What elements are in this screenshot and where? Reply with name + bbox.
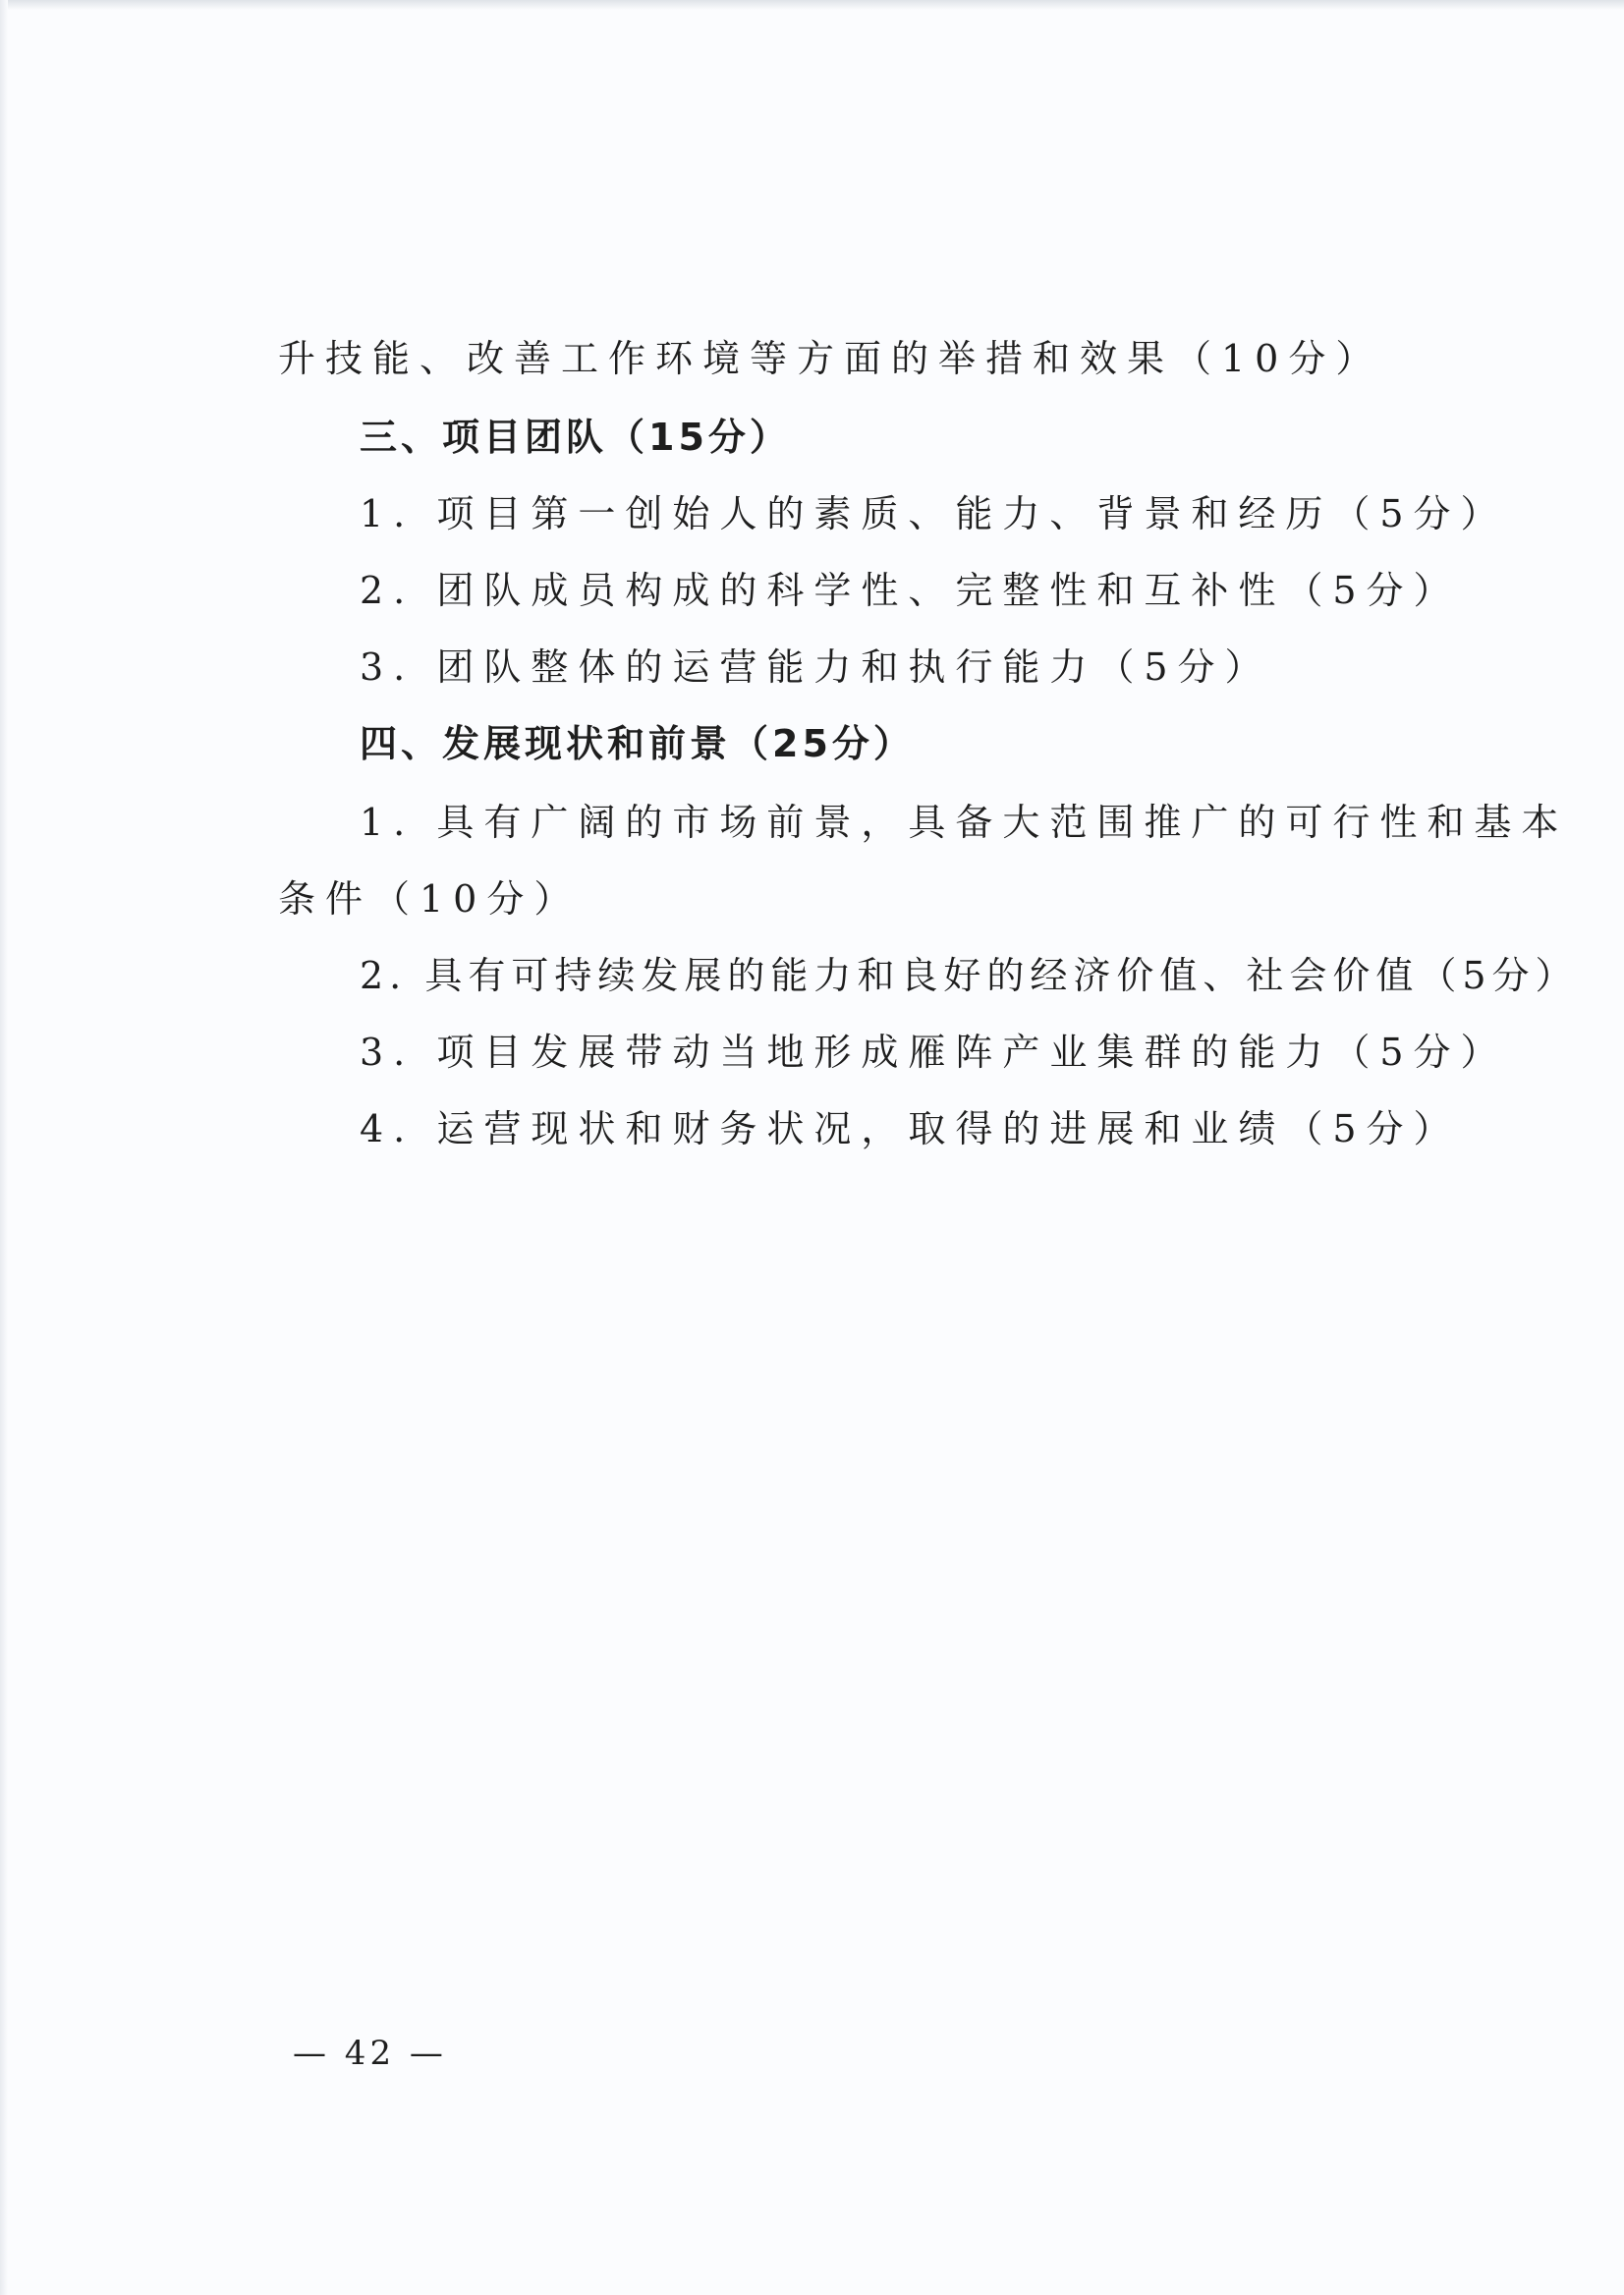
section-heading-project-team: 三、项目团队（15分） xyxy=(360,416,791,459)
list-item-team-capability: 3. 团队整体的运营能力和执行能力（5分） xyxy=(360,645,1272,689)
list-item-market-prospect-continuation: 条件（10分） xyxy=(278,877,582,921)
list-item-industry-cluster: 3. 项目发展带动当地形成雁阵产业集群的能力（5分） xyxy=(360,1031,1508,1074)
list-item-market-prospect: 1. 具有广阔的市场前景，具备大范围推广的可行性和基本 xyxy=(360,801,1569,844)
list-item-operation-status: 4. 运营现状和财务状况，取得的进展和业绩（5分） xyxy=(360,1107,1461,1150)
text-line-continuation: 升技能、改善工作环境等方面的举措和效果（10分） xyxy=(278,337,1383,380)
list-item-team-members: 2. 团队成员构成的科学性、完整性和互补性（5分） xyxy=(360,569,1461,612)
list-item-founder: 1. 项目第一创始人的素质、能力、背景和经历（5分） xyxy=(360,492,1508,535)
section-heading-development-status: 四、发展现状和前景（25分） xyxy=(360,722,915,765)
page-number: — 42 — xyxy=(293,2034,447,2073)
list-item-sustainable-development: 2. 具有可持续发展的能力和良好的经济价值、社会价值（5分） xyxy=(360,954,1579,997)
